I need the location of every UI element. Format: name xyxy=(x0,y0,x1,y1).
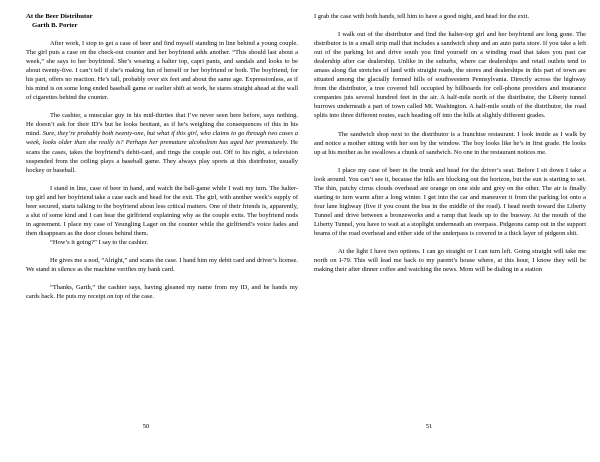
paragraph: The sandwich shop next to the distributor is a franchise restaurant. I look inside as I walk by and notice a mother sitting with her son by the window. The boy looks like he’s in first grade. He looks up at his mother as he swallows a chunk of sandwich. No one in the restaurant notices me. xyxy=(314,130,586,156)
page-number-left: 50 xyxy=(142,423,150,430)
story-author: Garth B. Porter xyxy=(32,22,78,29)
paragraph: “Thanks, Garth,” the cashier says, having gleaned my name from my ID, and he hands my cards back. He puts my receipt on top of the case. xyxy=(26,284,298,301)
paragraph: He gives me a nod, “Alright,” and scans the case. I hand him my debit card and driver’s license. We stand in silence as the machine verifies my bank card. xyxy=(26,256,298,274)
paragraph: The cashier, a muscular guy in his mid-thirties that I’ve never seen here before, says nothing. He doesn’t ask for their ID’s but he looks hesitant, as if he’s weighing the consequences of this in his mind. Sure, they’re probably both twenty-one, but what if this girl, who claims to go through two cases a week, looks older than she really is? Perhaps her premature alcoholism has aged her prematurely. He scans the cases, takes the boyfriend’s debit-card, and rings the couple out. Off to his right, a television suspended from the ceiling plays a baseball game. They always play sports at this distributor, usually hockey or baseball. xyxy=(26,112,299,174)
paragraph: I grab the case with both hands, tell him to have a good night, and head for the exit. xyxy=(314,13,530,20)
paragraph: I place my case of beer in the trunk and head for the driver’s seat. Before I sit down I take a look around. You can’t see it, because the hills are blocking out the horizon, but the sun is starting to set. The thin, patchy cirrus clouds overhead are orange on one side and grey on the other. The air is finally starting to turn warm after a long winter. I get into the car and maneuver it from the parking lot onto a four lane highway (five if you count the bus in the middle of the road). I head north toward the Liberty Tunnel and drive between a bronzeworks and a ramp that leads up to the busway. At the mouth of the Liberty Tunnel, you have to wait at a stoplight underneath an overpass. Pidgeons camp out in the support beams of the road overhead and either side of the underpass is covered in a thick layer of pidgeon shit. xyxy=(314,166,586,237)
paragraph: At the light I have two options. I can go straight or I can turn left. Going straight will take me north on I-79. This will lead me back to my parent’s house where, at this hour, I know they will be making their after dinner coffee and watching the news. Mom will be dialing in a station xyxy=(314,248,586,274)
dialogue-line: “How’s it going?” I say to the cashier. xyxy=(50,238,148,246)
paragraph: I stand in line, case of beer in hand, and watch the ball-game while I wait my turn. The halter-top girl and her boyfriend take a case each and head for the exit. The girl, with another week’s supply of beer secured, starts talking to the boyfriend about less critical matters. One of their friends is, apparently, a slut of some kind and I can hear the girlfriend explaining why as the couple exits. The boyfriend nods in agreement. I place my case of Yeungling Lager on the counter while the girlfriend’s voice fades and then disappears as the door closes behind them. xyxy=(26,184,298,237)
left-page xyxy=(26,12,298,462)
page-number-right: 51 xyxy=(425,423,433,430)
paragraph: After work, I stop to get a case of beer and find myself standing in line behind a young couple. The girl puts a case on the check-out counter and her boyfriend adds another. “This should last about a week,” she says to her boyfriend. She’s wearing a halter top, capri pants, and sandals and looks to be about twenty-five. I can’t tell if she’s making fun of herself or her boyfriend or both. The boyfriend, for his part, offers no reaction. He’s tall, probably over six feet and about the same age. Expressionless, as if his mind is on some long ended baseball game or earlier shift at work, he stares straight ahead at the wall of cigarettes behind the counter. xyxy=(26,40,298,102)
story-title: At the Beer Distributor xyxy=(26,13,93,20)
right-page xyxy=(314,12,586,462)
italic-passage: Sure, they’re probably both twenty-one, but what if this girl, who claims to go through two cases a week, looks older than she really is? Perhaps her premature alcoholism has aged her prematurely. xyxy=(26,130,299,147)
paragraph: I walk out of the distributor and find the halter-top girl and her boyfriend are long gone. The distributor is in a small strip mall that includes a sandwich shop and an auto parts store. If you take a left out of the parking lot and drive south you find yourself on a winding road that takes you past car dealership after car dealership. Unlike in the suburbs, where car dealerships and retail outlets tend to amass along flat stretches of land with straight roads, the stores and dealerships in this part of town are situated among the glacially formed hills of southwestern Pennsylvania. Directly across the highway from the distributor, a tree covered hill occupied by billboards for cell-phone providers and insurance companies juts several hundred feet in the air. A half-mile north of the distributor, the Liberty tunnel burrows underneath a part of town called Mt. Washington. A half-mile south of the distributor, the road splits into three different routes, each heading off into the hills at slightly different grades. xyxy=(314,31,586,120)
